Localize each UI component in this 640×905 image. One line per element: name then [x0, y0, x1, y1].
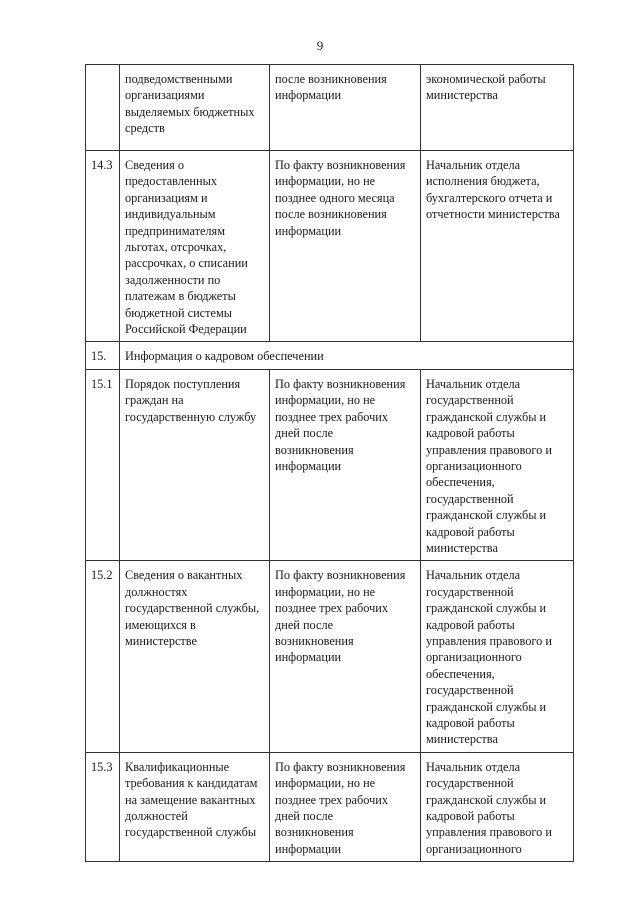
section-number: 15.	[86, 342, 120, 369]
responsible-text: Начальник отдела государственной гражданской службы и кадровой работы управления правового и организационного	[426, 759, 552, 856]
table-row	[86, 369, 574, 560]
info-text: подведомственными организациями выделяемых бюджетных средств	[125, 72, 255, 136]
responsible-cell	[421, 65, 574, 151]
info-cell	[120, 561, 270, 752]
section-row	[86, 342, 574, 369]
row-number: 15.3	[86, 752, 120, 861]
table-row	[86, 151, 574, 342]
period-text: По факту возникновения информации, но не позднее трех рабочих дней после возникновения информации	[275, 376, 406, 473]
info-text: Сведения о вакантных должностях государственной службы, имеющихся в министерстве	[125, 568, 260, 648]
period-text: после возникновения информации	[275, 72, 387, 103]
row-number: 14.3	[86, 151, 120, 342]
responsible-cell	[421, 369, 574, 560]
info-text: Порядок поступления граждан на государственную службу	[125, 376, 257, 424]
responsible-text: Начальник отдела исполнения бюджета, бухгалтерского отчета и отчетности министерства	[426, 158, 560, 222]
section-title: Информация о кадровом обеспечении	[120, 342, 574, 369]
responsible-cell	[421, 752, 574, 861]
row-number	[86, 65, 120, 151]
responsible-cell	[421, 151, 574, 342]
info-text: Квалификационные требования к кандидатам на замещение вакантных должностей государственной службы	[125, 759, 258, 840]
table-row	[86, 65, 574, 151]
row-number: 15.2	[86, 561, 120, 752]
period-text: По факту возникновения информации, но не позднее трех рабочих дней после возникновения информации	[275, 759, 406, 856]
info-cell	[120, 369, 270, 560]
page-number: 9	[316, 38, 324, 53]
period-text: По факту возникновения информации, но не позднее одного месяца после возникновения информации	[275, 158, 406, 238]
table-row	[86, 561, 574, 752]
period-cell	[270, 752, 421, 861]
row-number: 15.1	[86, 369, 120, 560]
info-cell	[120, 151, 270, 342]
responsible-text: экономической работы министерства	[426, 72, 546, 103]
period-cell	[270, 369, 421, 560]
period-cell	[270, 65, 421, 151]
info-cell	[120, 752, 270, 861]
responsible-text: Начальник отдела государственной гражданской службы и кадровой работы управления правового и организационного обеспечения, государственной гражданской службы и кадровой работы министерства	[426, 376, 552, 555]
responsible-cell	[421, 561, 574, 752]
period-text: По факту возникновения информации, но не позднее трех рабочих дней после возникновения информации	[275, 568, 406, 665]
period-cell	[270, 561, 421, 752]
disclosure-table	[85, 64, 574, 862]
period-cell	[270, 151, 421, 342]
responsible-text: Начальник отдела государственной гражданской службы и кадровой работы управления правового и организационного обеспечения, государственной гражданской службы и кадровой работы министерства	[426, 568, 552, 747]
info-text: Сведения о предоставленных организациям и индивидуальным предпринимателям льготах, отсрочках, рассрочках, о списании задолженности по платежам в бюджеты бюджетной системы Российской Федерации	[125, 158, 248, 337]
info-cell	[120, 65, 270, 151]
table-row	[86, 752, 574, 861]
